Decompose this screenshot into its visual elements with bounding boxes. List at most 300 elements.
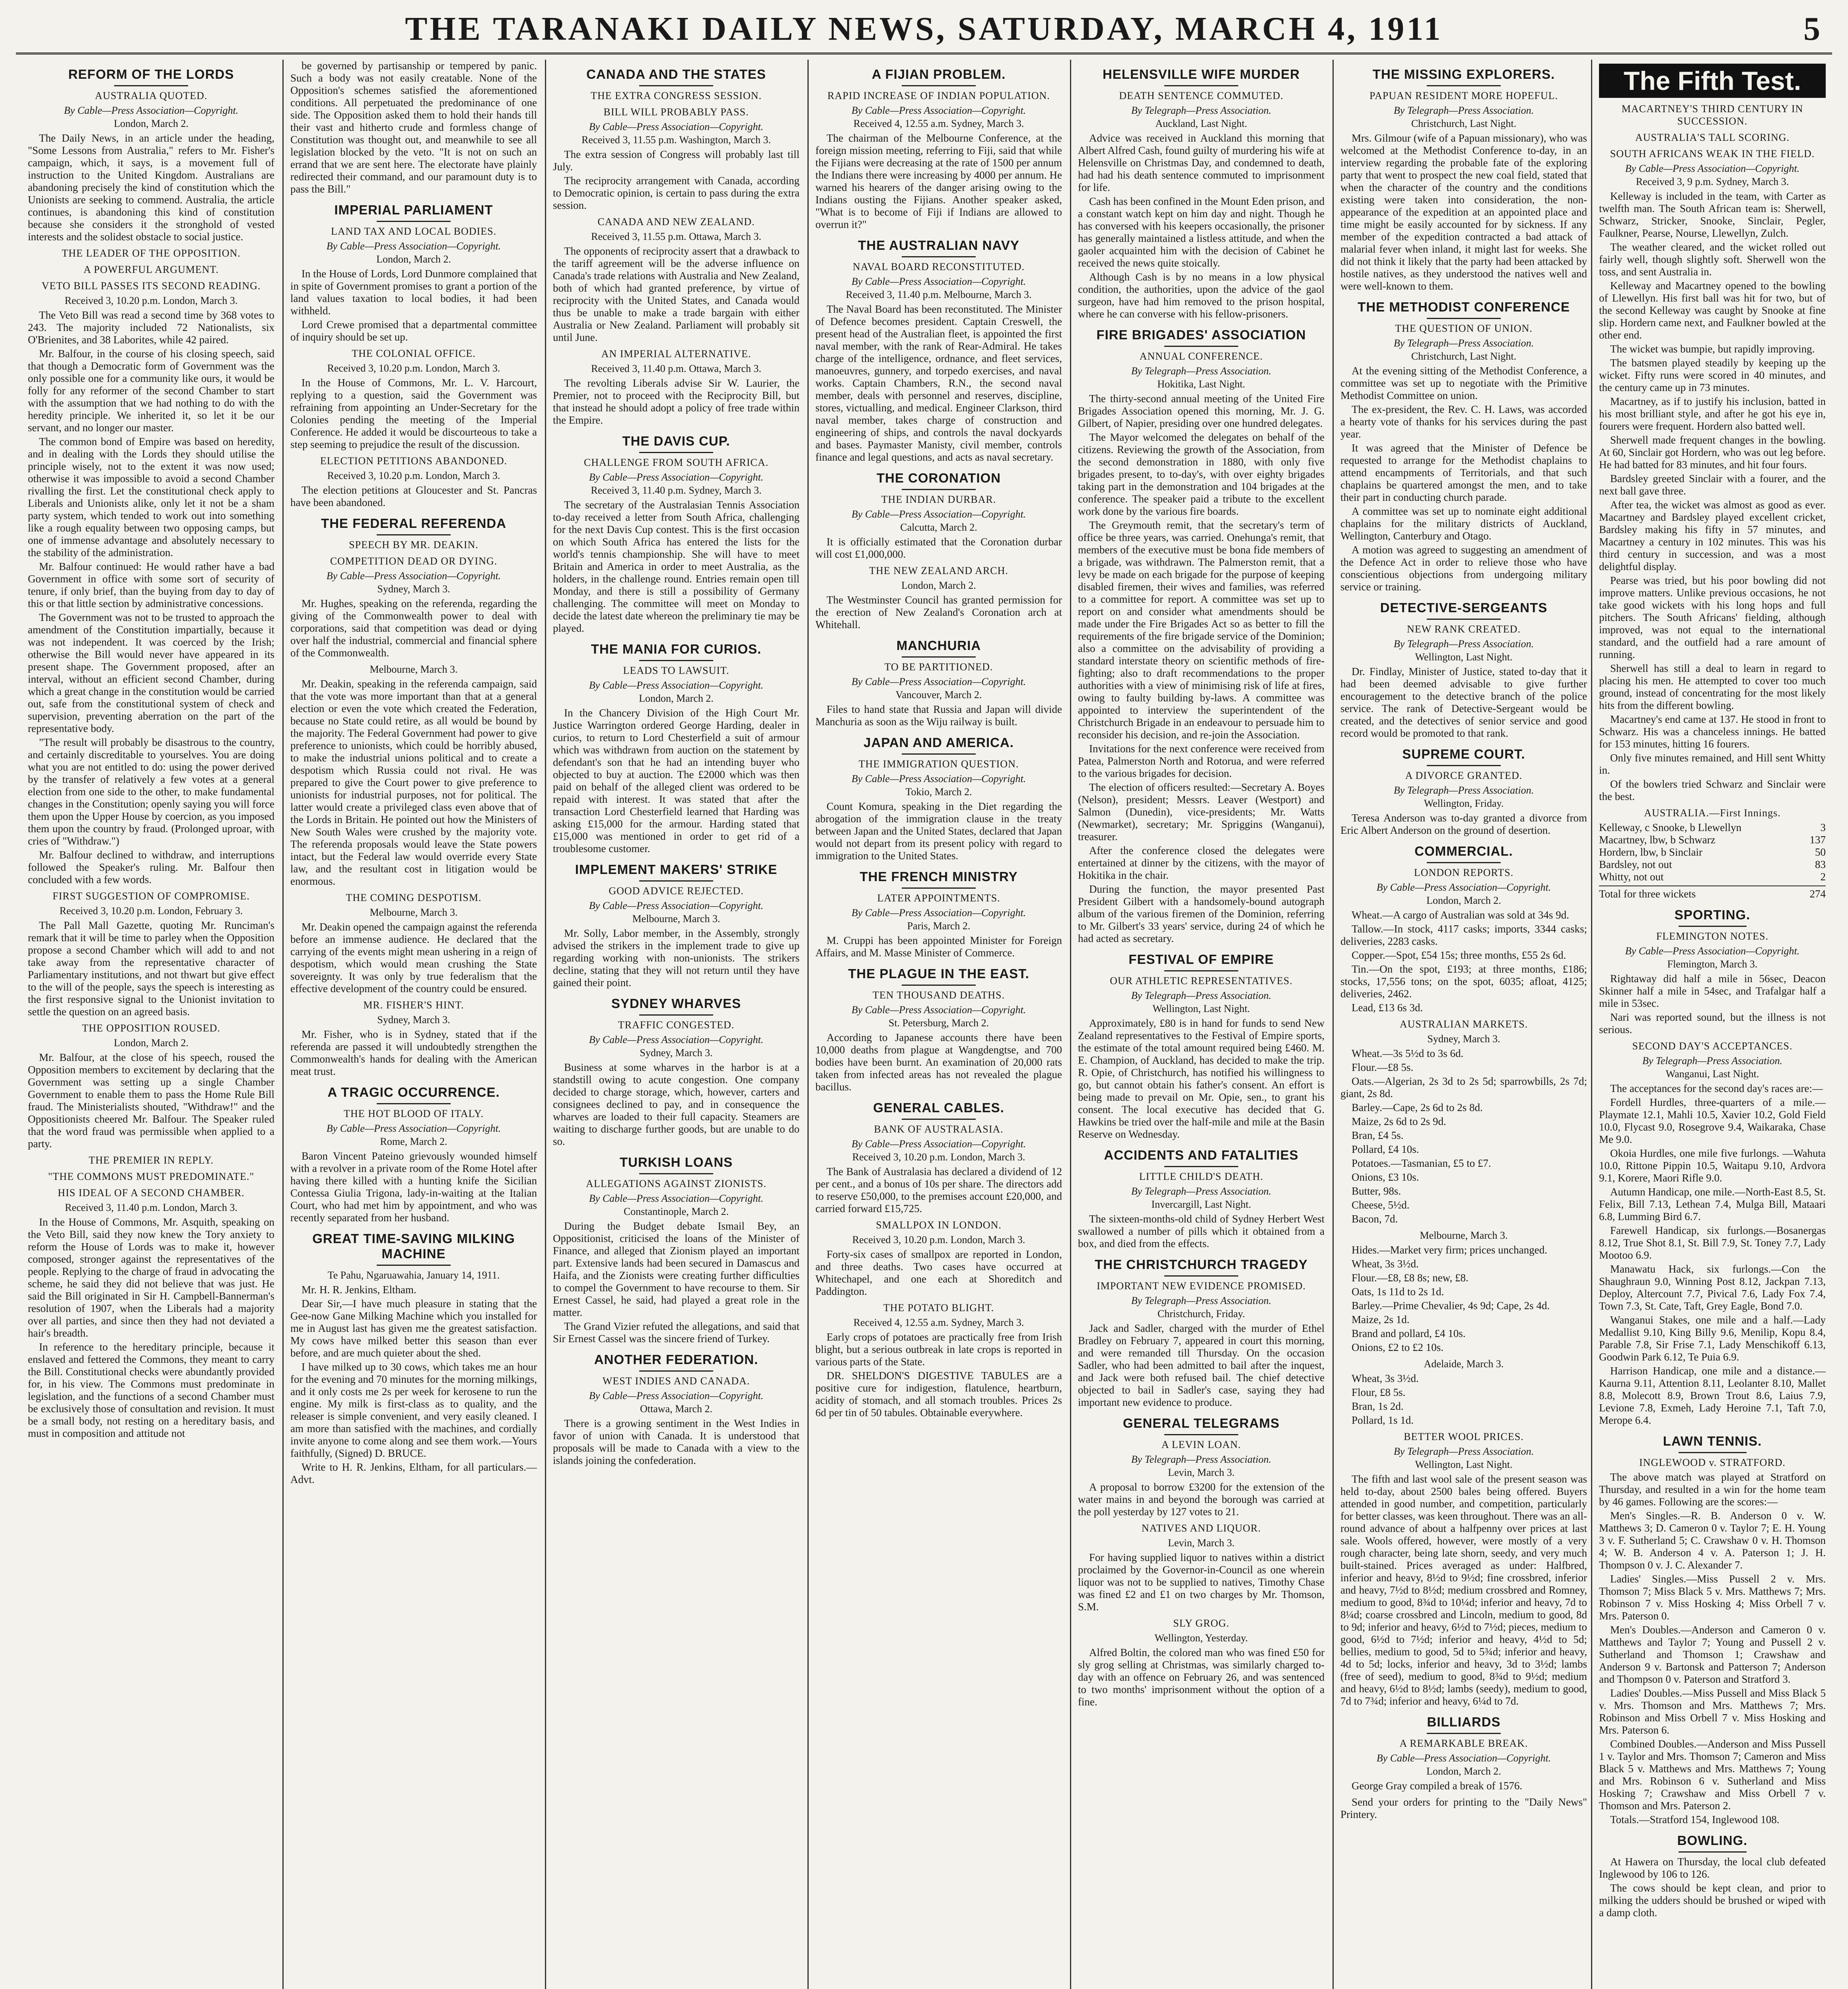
article-dateline: Sydney, March 3. (377, 1014, 450, 1026)
article-paragraph: According to Japanese accounts there have been 10,000 deaths from plague at Wangdengtse, and 700 bodies have been burnt. An examination of 20,000 rats taken from infected areas has not revealed the plague bacillus. (815, 1031, 1062, 1093)
article-paragraph: Fordell Hurdles, three-quarters of a mile.—Playmate 12.1, Mahli 10.5, Xavier 10.2, Gold Field 10.0, Flycast 9.0, Rosegrove 9.4, Waikaraka, Chase Me 9.0. (1599, 1096, 1826, 1145)
article-paragraph: The revolting Liberals advise Sir W. Laurier, the Premier, not to proceed with the Reciprocity Bill, but that instead he should adopt a policy of free trade within the Empire. (553, 377, 800, 426)
article-headline: THE DAVIS CUP. (622, 434, 730, 448)
article (1599, 64, 1826, 127)
article-subheading: HIS IDEAL OF A SECOND CHAMBER. (58, 1187, 245, 1199)
headline-rule (1427, 318, 1501, 319)
article-subheading: VETO BILL PASSES ITS SECOND READING. (41, 280, 261, 292)
article-dateline: Received 3, 11.40 p.m. Ottawa, March 3. (591, 363, 761, 374)
article-dateline: Melbourne, March 3. (632, 913, 720, 924)
article (290, 1231, 537, 1486)
article-byline: By Cable—Press Association—Copyright. (326, 570, 501, 582)
article-dateline: Adelaide, March 3. (1424, 1358, 1504, 1370)
article (1599, 907, 1826, 1036)
article-paragraph: Mr. Balfour, at the close of his speech, roused the Opposition members to excitement by declaring that the Government was setting up a single Chamber Government to enable them to pass the Home Rule Bill fraud. The Ministerialists shouted, "Withdraw!" and the Oppositionists cheered Mr. Balfour. The Speaker ruled that the word fraud was permissible when applied to a party. (28, 1051, 274, 1150)
cricket-scorecard (1599, 821, 1826, 900)
article (1078, 1416, 1325, 1518)
article-paragraph: Files to hand state that Russia and Japan will divide Manchuria as soon as the Wiju railway is built. (815, 703, 1062, 728)
article-dateline: Hokitika, Last Night. (1157, 378, 1245, 390)
article-headline: SYDNEY WHARVES (611, 996, 741, 1011)
article-paragraph: Wheat.—3s 5½d to 3s 6d. (1352, 1047, 1464, 1059)
article-paragraph: Business at some wharves in the harbor is at a standstill owing to acute congestion. One company decided to charge storage, which, however, carters and consignees declined to pay, and in consequence the wharves are loaded to their full capacity. Steamers are waiting to discharge further goods, but are unable to do so. (553, 1061, 800, 1147)
article-paragraph: Combined Doubles.—Anderson and Miss Pussell 1 v. Taylor and Mrs. Thomson 7; Cameron and Miss Black 5 v. Matthews and Mrs. Matthews 7; Young and Mrs. Robinson 6 v. Sutherland and Miss Hosking 7; Crawshaw and Miss Orbell 7 v. Thomson and Mrs. Paterson 2. (1599, 1738, 1826, 1812)
headline-rule (1679, 1452, 1747, 1453)
article (1078, 952, 1325, 1140)
headline-rule (639, 1014, 713, 1016)
article-subheading: SPEECH BY MR. DEAKIN. (349, 539, 479, 551)
column-rule (282, 60, 284, 1989)
article (290, 516, 537, 551)
batsman-name: Bardsley, not out (1599, 858, 1672, 870)
article-byline: By Cable—Press Association—Copyright. (851, 1138, 1026, 1150)
column-1 (28, 60, 274, 1989)
article-headline: THE MANIA FOR CURIOS. (591, 642, 762, 656)
batsman-name: Kelleway, c Snooke, b Llewellyn (1599, 821, 1742, 833)
article-byline: By Telegraph—Press Association. (1393, 105, 1534, 116)
article (1340, 600, 1587, 740)
article-paragraph: Dear Sir,—I have much pleasure in stating that the Gee-now Gane Milking Machine which you installed for me in August last has given me the greatest satisfaction. My cows have milked better this season than ever before, and are much quieter about the shed. (290, 1298, 537, 1359)
article-paragraph: Mrs. Gilmour (wife of a Papuan missionary), who was welcomed at the Methodist Conference to-day, in an interview regarding the probable fate of the exploring party that went to prospect the new coal field, stated that when the character of the country and the conditions existing were taken into consideration, the non-appearance of the expedition at an appointed place and time might be easily accounted for by sickness. If any member of the expedition contracted a bad attack of malarial fever when inland, it might last for weeks. She did not think it likely that the party had been attacked by hostile natives, as they understood the natives well and were well-known to them. (1340, 132, 1587, 292)
article (553, 67, 800, 102)
article-headline: LAWN TENNIS. (1663, 1434, 1762, 1448)
scorecard-row (1599, 821, 1826, 834)
article-subheading: DEATH SENTENCE COMMUTED. (1119, 90, 1284, 101)
article-paragraph: Pearse was tried, but his poor bowling did not improve matters. Unlike previous occasions, he not take good wickets with his long hops and full pitchers. The South Africans' fielding, although improved, was not equal to the international standard, and the outfield had a rare amount of running. (1599, 574, 1826, 660)
headline-rule (639, 1173, 713, 1174)
article-byline: By Cable—Press Association—Copyright. (589, 1193, 764, 1204)
article-dateline: London, March 2. (901, 580, 976, 591)
article-paragraph: Mr. Deakin, speaking in the referenda campaign, said that the vote was more important than that at a general election or even the vote which created the Federation, because no State could retire, as all would be bound by the majority. The Federal Government had power to give preference to unionists, which could be horribly abused, to make the industrial unions political and to create a despotism which Russia could not rival. He was prepared to give the Court power to give preference to unionists for industrial purposes, not for political. The latter would create a privileged class even above that of the Lords in Britain. He pointed out how the Ministers of New South Wales were crushed by the majority vote. The referenda proposals would leave the State powers intact, but the Federal law would override every State law, and the resultant cost in litigation would be enormous. (290, 678, 537, 887)
article (1340, 844, 1587, 1014)
article-byline: By Cable—Press Association—Copyright. (589, 121, 764, 132)
article-headline: GREAT TIME-SAVING MILKING MACHINE (312, 1231, 515, 1261)
article-paragraph: Oats.—Algerian, 2s 3d to 2s 5d; sparrowbills, 2s 7d; giant, 2s 8d. (1340, 1075, 1587, 1100)
article (1340, 1229, 1587, 1354)
article-dateline: Received 3, 10.20 p.m. London, March 3. (327, 362, 500, 374)
article-paragraph: George Gray compiled a break of 1576. (1352, 1780, 1523, 1792)
article-dateline: Vancouver, March 2. (895, 689, 982, 701)
article-paragraph: Totals.—Stratford 154, Inglewood 108. (1610, 1814, 1780, 1826)
page-number: 5 (1803, 10, 1820, 47)
article-byline: By Cable—Press Association—Copyright. (589, 1034, 764, 1045)
article-paragraph: Okoia Hurdles, one mile five furlongs. —Wahuta 10.0, Rittone Pippin 10.5, Waitapu 9.10, Ardvora 9.1, Korere, Maori Rifle 9.0. (1599, 1147, 1826, 1184)
article (1078, 1522, 1325, 1613)
article-byline: By Cable—Press Association—Copyright. (851, 1004, 1026, 1016)
article-dateline: Received 3, 11.40 p.m. London, March 3. (65, 1202, 237, 1213)
article-subheading: SLY GROG. (1173, 1617, 1229, 1629)
article-paragraph: Maize, 2s 1d. (1352, 1314, 1410, 1325)
headline-rule (1679, 1851, 1747, 1853)
article-dateline: Received 3, 10.20 p.m. London, March 3. (327, 470, 500, 481)
article-paragraph: Dr. Findlay, Minister of Justice, stated to-day that it had been deemed advisable to give further encouragement to the detective branch of the police service. The rank of Detective-Sergeant would be created, and the detectives of senior service and good record would be promoted to that rank. (1340, 666, 1587, 739)
headline-rule (1164, 85, 1238, 86)
article-dateline: Christchurch, Friday. (1157, 1308, 1245, 1320)
article-paragraph: Mr. Deakin opened the campaign against the referenda before an immense audience. He declared that the carrying of the events might mean ushering in a reign of despotism, which would mean crushing the State sovereignty. It was only by true federalism that the effective development of the country could be ensured. (290, 921, 537, 994)
article (553, 216, 800, 344)
article-headline: THE FRENCH MINISTRY (860, 869, 1018, 884)
article-dateline: Received 3, 9 p.m. Sydney, March 3. (1636, 176, 1789, 187)
article-paragraph: Cash has been confined in the Mount Eden prison, and a constant watch kept on him day and night. Though he has conversed with his keepers occasionally, the prisoner has generally maintained a listless attitude, and when the gaoler acquainted him with the decision of Cabinet he received the news quite stoically. (1078, 195, 1325, 269)
article-headline: THE AUSTRALIAN NAVY (858, 238, 1019, 253)
article-headline: FIRE BRIGADES' ASSOCIATION (1096, 327, 1306, 342)
article-byline: By Cable—Press Association—Copyright. (326, 240, 501, 252)
article-paragraph: A proposal to borrow £3200 for the extension of the water mains in and beyond the borough was carried at the poll yesterday by 127 votes to 21. (1078, 1481, 1325, 1518)
article-paragraph: Early crops of potatoes are practically free from Irish blight, but a serious outbreak in late crops is reported in various parts of the State. (815, 1331, 1062, 1368)
article-byline: By Telegraph—Press Association. (1393, 1446, 1534, 1457)
article-paragraph: The Veto Bill was read a second time by 368 votes to 243. The majority included 72 Nationalists, six O'Brienites, and 38 Laborites, while 42 paired. (28, 309, 274, 346)
article (28, 1154, 274, 1166)
article-byline: By Cable—Press Association—Copyright. (851, 773, 1026, 784)
article-paragraph: Barley.—Cape, 2s 6d to 2s 8d. (1352, 1102, 1483, 1113)
article-subheading: COMPETITION DEAD OR DYING. (330, 555, 498, 567)
column-3 (553, 60, 800, 1989)
article-paragraph: The fifth and last wool sale of the present season was held to-day, about 2500 bales being offered. Buyers attended in good number, and competition, particularly for better classes, was keen throughout. There was an all-round advance of about a halfpenny over prices at last sale. Wools offered, however, were mostly of a very rough character, being late shorn, seedy, and very much built-stained. Prices averaged as under: Halfbred, inferior and heavy, 8½d to 9½d; fine crossbred, inferior and heavy, 7½d to 8½d; medium crossbred and Romney, medium to good, 8¾d to 10¼d; inferior and heavy, 7d to 8¼d; coarse crossbred and Lincoln, medium to good, 8d to 9d; inferior and heavy, 6½d to 7½d; pieces, medium to good, 6½d to 7½d; inferior and heavy, 4½d to 5d; bellies, medium to good, 5d to 5¾d; inferior and heavy, 4d to 5d; locks, inferior and heavy, 3d to 3½d; lambs (free of seed), medium to good, 8¾d to 9½d; medium and heavy, 6½d to 8½d; lambs (seedy), medium to good, 7d to 7¾d; inferior and heavy, 6¼d to 7d. (1340, 1473, 1587, 1707)
article-subheading: "THE COMMONS MUST PREDOMINATE." (48, 1171, 255, 1182)
article-paragraph: Mr. Balfour declined to withdraw, and interruptions followed the Speaker's ruling. Mr. Balfour then concluded with a few words. (28, 849, 274, 886)
article (815, 735, 1062, 862)
article (290, 202, 537, 343)
article-subheading: A REMARKABLE BREAK. (1399, 1738, 1528, 1749)
article-dateline: Received 4, 12.55 a.m. Sydney, March 3. (853, 1317, 1024, 1328)
article-paragraph: Mr. Solly, Labor member, in the Assembly, strongly advised the strikers in the implement trade to give up regarding working with non-unionists. The strikers decline, stating that they will not return until they have gained their point. (553, 927, 800, 989)
article-subheading: THE COMING DESPOTISM. (346, 892, 482, 903)
article-paragraph: Kelleway and Macartney opened to the bowling of Llewellyn. His first ball was hit for two, but of the second Kelleway was caught by Snooke at fine slip. Hordern came next, and Faulkner bowled at the other end. (1599, 280, 1826, 341)
article-dateline: Received 3, 10.20 p.m. London, March 3. (852, 1151, 1025, 1163)
article-byline: By Cable—Press Association—Copyright. (589, 679, 764, 691)
article-subheading: TEN THOUSAND DEATHS. (872, 989, 1005, 1001)
article-dateline: Received 3, 10.20 p.m. London, February 3. (59, 905, 243, 917)
article-paragraph: Rightaway did half a mile in 56sec, Deacon Skinner half a mile in 54sec, and Trafalgar half a mile in 53sec. (1599, 973, 1826, 1009)
article-subheading: THE POTATO BLIGHT. (883, 1302, 994, 1314)
article-byline: By Cable—Press Association—Copyright. (1376, 882, 1551, 893)
article-dateline: Auckland, Last Night. (1155, 118, 1247, 129)
article-paragraph: Teresa Anderson was to-day granted a divorce from Eric Albert Anderson on the ground of desertion. (1340, 812, 1587, 836)
article-paragraph: Mr. Hughes, speaking on the referenda, regarding the giving of the Commonwealth power to deal with corporations, said that competition was dead or dying over half the industrial, commercial and financial sphere of the Commonwealth. (290, 597, 537, 659)
article-paragraph: Only five minutes remained, and Hill sent Whitty in. (1599, 752, 1826, 776)
article-subheading: LATER APPOINTMENTS. (877, 892, 1000, 904)
article-paragraph: Nari was reported sound, but the illness is not serious. (1599, 1011, 1826, 1035)
article-paragraph: Maize, 2s 6d to 2s 9d. (1352, 1115, 1446, 1127)
headline-rule (902, 1119, 976, 1120)
article-headline: DETECTIVE-SERGEANTS (1380, 600, 1548, 615)
article-byline: By Telegraph—Press Association. (1393, 638, 1534, 650)
article-byline: By Telegraph—Press Association. (1131, 105, 1272, 116)
scorecard-row (1599, 834, 1826, 846)
article (28, 1187, 274, 1440)
article-paragraph: Lead, £13 6s 3d. (1352, 1002, 1423, 1014)
headline-rule (902, 489, 976, 490)
article (1340, 1796, 1587, 1821)
article-paragraph: The Daily News, in an article under the heading, "Some Lessons from Australia," refers to Mr. Fisher's campaign, which, it says, is a movement full of instruction to the United Kingdom. Australians are abandoning precisely the kind of constitution which the Unionists are seeking to commend. Australia, the article continues, is abandoning this kind of constitution because she considers it the stronghold of vested interests and the solidest obstacle to social justice. (28, 132, 274, 243)
article (815, 1219, 1062, 1298)
article-dateline: Te Pahu, Ngaruawahia, January 14, 1911. (327, 1269, 500, 1281)
article-headline: JAPAN AND AMERICA. (864, 735, 1014, 750)
headline-rule (1164, 1275, 1238, 1277)
article-subheading: LONDON REPORTS. (1414, 867, 1514, 878)
article-dateline: Melbourne, March 3. (370, 664, 458, 675)
article-paragraph: The Bank of Australasia has declared a dividend of 12 per cent., and a bonus of 10s per share. The directors add to reserve £50,000, to the premises account £20,000, and carried forward £15,725. (815, 1166, 1062, 1214)
article (815, 869, 1062, 959)
article-subheading: THE NEW ZEALAND ARCH. (869, 565, 1008, 576)
article-paragraph: Bacon, 7d. (1352, 1213, 1398, 1225)
article-paragraph: There is a growing sentiment in the West Indies in favor of union with Canada. It is understood that proposals will be made to Canada with a view to the islands joining the confederation. (553, 1417, 800, 1466)
article-dateline: London, March 2. (114, 118, 189, 129)
article-dateline: Christchurch, Last Night. (1411, 350, 1517, 362)
article-dateline: Wellington, Yesterday. (1154, 1632, 1248, 1644)
article-paragraph: During the function, the mayor presented Past President Gilbert with a handsomely-bound autograph album of the various firemen of the Dominion, referring to Mr. Gilbert's 33 years' service, during 24 of which he had acted as secretary. (1078, 883, 1325, 944)
article-subheading: LAND TAX AND LOCAL BODIES. (331, 226, 497, 237)
article-paragraph: The cows should be kept clean, and prior to milking the udders should be brushed or wiped with a damp cloth. (1599, 1882, 1826, 1919)
article (28, 263, 274, 276)
article-dateline: London, March 2. (1426, 1765, 1501, 1777)
article-subheading: BETTER WOOL PRICES. (1404, 1431, 1524, 1442)
article (290, 1085, 537, 1224)
article-headline: THE FEDERAL REFERENDA (321, 516, 506, 531)
article-paragraph: Flour, £8 5s. (1352, 1386, 1406, 1398)
headline-rule (639, 880, 713, 882)
article-paragraph: Men's Doubles.—Anderson and Cameron 0 v. Matthews and Taylor 7; Young and Pussell 2 v. Sutherland and Thomson 1; Crawshaw and Anderson 9 v. Bartonsk and Patterson 7; Anderson and Thompson 0 v. Paterson and Stratford 3. (1599, 1624, 1826, 1685)
article-subheading: AUSTRALIA.—First Innings. (1644, 807, 1781, 819)
article-headline: ANOTHER FEDERATION. (594, 1352, 759, 1367)
headline-rule (902, 985, 976, 986)
article-subheading: ALLEGATIONS AGAINST ZIONISTS. (586, 1178, 766, 1189)
total-value: 274 (1809, 888, 1826, 900)
article-byline: By Cable—Press Association—Copyright. (326, 1123, 501, 1134)
article-headline: BOWLING. (1677, 1833, 1748, 1848)
article-subheading: NEW RANK CREATED. (1407, 623, 1521, 635)
article (1599, 1434, 1826, 1826)
article-paragraph: Baron Vincent Pateino grievously wounded himself with a revolver in a private room of the Rome Hotel after having there killed with a hunting knife the Sicilian Contessa Giulia Trigona, lady-in-waiting at the Italian Court, who had met him by appointment, and who was recently separated from her husband. (290, 1150, 537, 1224)
article (553, 1155, 800, 1345)
article-dateline: London, March 2. (639, 693, 714, 704)
article-subheading: OUR ATHLETIC REPRESENTATIVES. (1110, 975, 1293, 987)
article-dateline: Received 3, 11.40 p.m. Sydney, March 3. (591, 485, 762, 496)
batsman-runs: 83 (1815, 858, 1826, 870)
article-dateline: Wellington, Last Night. (1415, 1459, 1513, 1470)
article-paragraph: The Greymouth remit, that the secretary's term of office be three years, was carried. Onehunga's remit, that members of the executive must be bona fide members of a brigade, was withdrawn. The Palmerston remit, that a levy be made on each brigade for the purpose of keeping disabled firemen, their wives and families, was referred to a committee for report. A committee was set up to report on and consider what amendments should be made under the Fire Brigades Act so as better to fill the requirements of the fire brigade service of the Dominion; also a committee on the advisability of providing a standard interstate theory on scientific methods of fire-fighting; also to draft recommendations to the proper authorities with a view of minimising risk of life at fires, owing to faulty building by-laws. A committee was appointed to interview the superintendent of the Christchurch Brigade in an endeavour to persuade him to reconsider his decision, and re-join the Association. (1078, 519, 1325, 741)
article-paragraph: A committee was set up to nominate eight additional chaplains for the military districts of Auckland, Wellington, Canterbury and Otago. (1340, 505, 1587, 542)
article-byline: By Telegraph—Press Association. (1131, 1454, 1272, 1465)
article-paragraph: Forty-six cases of smallpox are reported in London, and three deaths. Two cases have occurred at Whitechapel, and one each at Shoreditch and Paddington. (815, 1248, 1062, 1297)
article-dateline: Invercargill, Last Night. (1151, 1199, 1251, 1210)
article-headline: HELENSVILLE WIFE MURDER (1102, 67, 1300, 82)
article-headline: ACCIDENTS AND FATALITIES (1104, 1148, 1299, 1162)
article-headline: REFORM OF THE LORDS (68, 67, 234, 82)
article (1599, 1040, 1826, 1427)
article-subheading: AUSTRALIAN MARKETS. (1399, 1018, 1528, 1030)
article-dateline: Received 3, 10.20 p.m. London, March 3. (64, 295, 238, 306)
article-subheading: WEST INDIES AND CANADA. (602, 1375, 750, 1387)
article-byline: By Cable—Press Association—Copyright. (589, 1390, 764, 1401)
article-subheading: ANNUAL CONFERENCE. (1139, 350, 1263, 362)
article-paragraph: Harrison Handicap, one mile and a distance.—Kaurna 9.11, Attention 8.11, Leolanter 8.10, Mallet 8.8, Molecott 8.9, Brown Trout 8.6, Laius 7.9, Levione 7.8, Exmeh, Lady Heroine 7.1, Taft 7.0, Merope 6.4. (1599, 1365, 1826, 1426)
article-dateline: Rome, March 2. (380, 1136, 447, 1147)
article-dateline: London, March 2. (376, 253, 451, 265)
article-paragraph: The batsmen played steadily by keeping up the wicket. Fifty runs were scored in 40 minutes, and the century came up in 73 minutes. (1599, 357, 1826, 393)
article-dateline: Calcutta, March 2. (900, 522, 977, 533)
article-paragraph: The wicket was bumpie, but rapidly improving. (1610, 343, 1815, 355)
article-paragraph: The Pall Mall Gazette, quoting Mr. Runciman's remark that it will be time to parley when the Opposition propose a second Chamber which will add to and not take away from the representative character of Parliamentary institutions, and not thwart but give effect to the will of the people, says the speech is interesting as the first responsive signal to the Unionist invitation to settle the question on an agreed basis. (28, 919, 274, 1018)
article-paragraph: Invitations for the next conference were received from Patea, Palmerston North and Rotorua, and were referred to the various brigades for decision. (1078, 743, 1325, 779)
article-subheading: INGLEWOOD v. STRATFORD. (1639, 1457, 1786, 1468)
article (553, 106, 800, 212)
article-paragraph: Mr. Fisher, who is in Sydney, stated that if the referenda are passed it will undoubtedly strengthen the Commonwealth's hands for dealing with the American meat trust. (290, 1028, 537, 1077)
article-paragraph: Ladies' Singles.—Miss Pussell 2 v. Mrs. Thomson 7; Miss Black 5 v. Mrs. Matthews 7; Mrs. Robinson 7 v. Miss Hosking 4; Miss Orbell 7 v. Mrs. Paterson 0. (1599, 1573, 1826, 1622)
article-byline: By Cable—Press Association—Copyright. (851, 105, 1026, 116)
article-dateline: Wanganui, Last Night. (1665, 1068, 1759, 1080)
article-paragraph: The opponents of reciprocity assert that a drawback to the tariff agreement will be the adverse influence on Canada's trade relations with Australia and New Zealand, both of which had granted preference, by virtue of reciprocity with the United States, and Canada would thus be unable to make a trade bargain with either Australia or New Zealand. Parliament will probably sit until June. (553, 245, 800, 343)
article-paragraph: The reciprocity arrangement with Canada, according to Democratic opinion, is certain to pass during the extra session. (553, 175, 800, 211)
article-dateline: Sydney, March 3. (1427, 1033, 1500, 1045)
article-dateline: Sydney, March 3. (640, 1047, 713, 1059)
article-paragraph: The Government was not to be trusted to approach the amendment of the Constitution impartially, because it was not independent. It was coerced by the Irish; otherwise the Bill would never have appeared in its present shape. The Government proposed, after an interval, without an efficient second Chamber, during which a great change in the constitution would be carried out, safe from the constitutional system of check and supervision, preventing aberration on the part of the representative body. (28, 611, 274, 734)
batsman-name: Whitty, not out (1599, 871, 1664, 883)
article-dateline: Wellington, Friday. (1424, 798, 1504, 809)
article-paragraph: Mr. Balfour, in the course of his closing speech, said that though a Democratic form of Government was the only possible one for a community like ours, it would be folly for any reformer of the second Chamber to start with the assumption that we had nothing to do with the heredity principle. We inherited it, so let it be our servant, and no longer our master. (28, 348, 274, 434)
article-byline: By Telegraph—Press Association. (1131, 990, 1272, 1001)
article-byline: By Cable—Press Association—Copyright. (851, 276, 1026, 287)
headline-rule (902, 256, 976, 257)
scorecard-total (1599, 886, 1826, 900)
article-headline: A TRAGIC OCCURRENCE. (327, 1085, 500, 1100)
article-paragraph: Send your orders for printing to the "Daily News" Printery. (1340, 1796, 1587, 1820)
article (553, 1352, 800, 1467)
article (815, 1302, 1062, 1419)
article (290, 555, 537, 659)
article-subheading: A POWERFUL ARGUMENT. (84, 264, 219, 275)
headline-rule (1164, 1166, 1238, 1167)
article-dateline: Levin, March 3. (1168, 1467, 1235, 1478)
article-paragraph: After tea, the wicket was almost as good as ever. Macartney and Bardsley played excellent cricket, Bardsley making his fifty in 57 minutes, and Macartney a century in 102 minutes. This was his third century in succession, and was a most delightful display. (1599, 499, 1826, 572)
article-paragraph: The ex-president, the Rev. C. H. Laws, was accorded a hearty vote of thanks for his services during the past year. (1340, 403, 1587, 440)
article-paragraph: Flour.—£8 5s. (1352, 1061, 1414, 1073)
article-paragraph: It is officially estimated that the Coronation durbar will cost £1,000,000. (815, 536, 1062, 560)
article (290, 891, 537, 995)
article-paragraph: A motion was agreed to suggesting an amendment of the Defence Act in order to relieve those who have conscientious objections from undergoing military service or training. (1340, 544, 1587, 593)
article-subheading: THE EXTRA CONGRESS SESSION. (590, 90, 762, 101)
article-paragraph: The acceptances for the second day's races are:— (1610, 1082, 1823, 1094)
article-headline: FESTIVAL OF EMPIRE (1128, 952, 1274, 967)
article (1340, 1715, 1587, 1792)
headline-rule (377, 1103, 451, 1104)
article (1599, 131, 1826, 144)
article-subheading: TO BE PARTITIONED. (884, 661, 993, 673)
article-paragraph: DR. SHELDON'S DIGESTIVE TABULES are a positive cure for indigestion, flatulence, heartburn, acidity of stomach, and all stomach troubles. Prices 2s 6d per tin of 50 tabules. Obtainable everywhere. (815, 1370, 1062, 1419)
article-paragraph: Count Komura, speaking in the Diet regarding the abrogation of the immigration clause in the treaty between Japan and the United States, declared that Japan would not depart from its present policy with regard to immigration to the United States. (815, 800, 1062, 862)
article-headline: THE PLAGUE IN THE EAST. (848, 966, 1029, 981)
batsman-runs: 2 (1820, 871, 1826, 883)
headline-rule (639, 1370, 713, 1372)
article-paragraph: Wheat.—A cargo of Australian was sold at 34s 9d. (1352, 909, 1569, 921)
article (815, 638, 1062, 728)
headline-rule (902, 656, 976, 658)
article (28, 1170, 274, 1183)
column-7 (1599, 60, 1826, 1989)
article-byline: By Cable—Press Association—Copyright. (64, 105, 239, 116)
article-paragraph: Mr. H. R. Jenkins, Eltham. (302, 1284, 416, 1296)
article-subheading: THE OPPOSITION ROUSED. (82, 1022, 220, 1034)
article-subheading: AUSTRALIA QUOTED. (95, 90, 208, 101)
article-paragraph: Hides.—Market very firm; prices unchanged. (1352, 1244, 1547, 1256)
article-headline: SPORTING. (1674, 907, 1751, 922)
article-paragraph: In the House of Lords, Lord Dunmore complained that in spite of Government promises to grant a portion of the land values taxation to local bodies, it had been withheld. (290, 268, 537, 317)
article (553, 996, 800, 1148)
article-paragraph: "The result will probably be disastrous to the country, and certainly discreditable to yourselves. You are doing what you are not entitled to do: using the power derived by the transfer of relatively a few votes at a general election from one side to the other, to make fundamental changes in the Constitution; openly saying you will force them upon the Upper House by coercion, as you imposed them upon the country by fraud. (Prolonged uproar, with cries of "Withdraw.") (28, 736, 274, 847)
article-paragraph: Lord Crewe promised that a departmental committee of inquiry should be set up. (290, 319, 537, 343)
headline-rule (1427, 765, 1501, 766)
article-paragraph: Tallow.—In stock, 4117 casks; imports, 3344 casks; deliveries, 2283 casks. (1340, 923, 1587, 947)
article (815, 966, 1062, 1093)
scorecard-row (1599, 858, 1826, 871)
headline-rule (377, 534, 451, 535)
article-paragraph: In the Chancery Division of the High Court Mr. Justice Warrington ordered George Harding, dealer in curios, to return to Lord Chesterfield a suit of armour which was withdrawn from auction on the statement by defendant's son that he had an intending buyer who objected to buy at auction. The £2000 which was then paid on behalf of the alleged client was ordered to be repaid with interest. It was stated that after the transaction Lord Chesterfield learned that Harding was asking £15,000 for the armour. Harding stated that £15,000 was mentioned in order to get rid of a troublesome customer. (553, 707, 800, 854)
article (1340, 67, 1587, 292)
article-paragraph: The weather cleared, and the wicket rolled out fairly well, though slightly soft. Sherwell won the toss, and sent Australia in. (1599, 241, 1826, 278)
article-dateline: St. Petersburg, March 2. (888, 1017, 989, 1029)
column-rule (1591, 60, 1592, 1989)
article-paragraph: Cheese, 5½d. (1352, 1199, 1410, 1211)
article (815, 564, 1062, 631)
headline-rule (1427, 1733, 1501, 1734)
article-subheading: SECOND DAY'S ACCEPTANCES. (1632, 1040, 1793, 1052)
article (1078, 327, 1325, 945)
masthead-rule (16, 53, 1832, 57)
article-paragraph: In the House of Commons, Mr. L. V. Harcourt, replying to a question, said the Government was refraining from appointing an Under-Secretary for the Colonies pending the meeting of the Imperial Conference. He added it would be discourteous to take a step seeming to prejudice the result of the discussion. (290, 377, 537, 450)
article-paragraph: Sherwell has still a deal to learn in regard to placing his men. He attempted to cover too much ground, instead of concentrating for the most likely hits from the different bowling. (1599, 662, 1826, 711)
article-paragraph: The extra session of Congress will probably last till July. (553, 148, 800, 173)
article (553, 434, 800, 634)
article-dateline: Sydney, March 3. (377, 583, 450, 595)
headline-rule (639, 85, 713, 86)
article-paragraph: Of the bowlers tried Schwarz and Sinclair were the best. (1599, 778, 1826, 802)
article-subheading: A DIVORCE GRANTED. (1405, 770, 1523, 781)
scorecard-row (1599, 846, 1826, 858)
article-subheading: NATIVES AND LIQUOR. (1142, 1522, 1261, 1534)
article (28, 67, 274, 243)
article (28, 280, 274, 886)
article-paragraph: The election of officers resulted:—Secretary A. Boyes (Nelson), president; Messrs. Leaver (Westport) and Salmon (Dunedin), vice-presidents; Mr. Watts (Newmarket), secretary; Mr. Spriggins (Wanganui), treasurer. (1078, 781, 1325, 843)
article-dateline: Melbourne, March 3. (1420, 1230, 1508, 1241)
article-dateline: Paris, March 2. (907, 920, 971, 932)
headline-rule (114, 85, 188, 86)
headline-rule (377, 1265, 451, 1266)
article-paragraph: Ladies' Doubles.—Miss Pussell and Miss Black 5 v. Mrs. Thomson and Mrs. Matthews 7; Mrs. Robinson and Miss Orbell 7 v. Miss Hosking and Mrs. Paterson 6. (1599, 1687, 1826, 1736)
headline-rule (1164, 346, 1238, 347)
article-paragraph: Bardsley greeted Sinclair with a fourer, and the next ball gave three. (1599, 473, 1826, 497)
article (290, 60, 537, 195)
masthead (16, 8, 1832, 48)
article (290, 347, 537, 451)
article-paragraph: The common bond of Empire was based on heredity, and in dealing with the Lords they should utilise the principle wisely, not to the extent it was now used; otherwise it was impossible to avoid a second Chamber rivalling the first. Let the constitutional check apply to Liberals and Unionists alike, only let it not be a sham party system, which tended to work out into something like a rough equality between two opposing camps, but one of immense advantage and absolutely necessary to the stability of the administration. (28, 436, 274, 559)
article-dateline: Wellington, Last Night. (1415, 651, 1513, 663)
article-paragraph: Write to H. R. Jenkins, Eltham, for all particulars.—Advt. (290, 1461, 537, 1485)
article-paragraph: The secretary of the Australasian Tennis Association to-day received a letter from South Africa, challenging for the next Davis Cup contest. This is the first occasion on which South Africa has entered the lists for the world's tennis championship. She will have to meet Britain and America in order to meet Australia, as the holders, in the challenge round. Entries remain open till Monday, and there is still a possibility of Germany challenging. The committee will meet on Monday to decide the latest date whereon the preliminary tie may be played. (553, 499, 800, 634)
article-paragraph: Barley.—Prime Chevalier, 4s 9d; Cape, 2s 4d. (1352, 1300, 1550, 1312)
article-subheading: LEADS TO LAWSUIT. (623, 665, 729, 676)
article-paragraph: The chairman of the Melbourne Conference, at the foreign mission meeting, referring to Fiji, said that while the Fijians were decreasing at the rate of 1500 per annum the Indians there were increasing by 4000 per annum. He warned his hearers of the danger arising owing to the Indians ousting the Fijians. Another speaker asked, "What is to become of Fiji if Indians are allowed to overrun it?" (815, 132, 1062, 230)
article-subheading: RAPID INCREASE OF INDIAN POPULATION. (827, 90, 1050, 101)
article-paragraph: During the Budget debate Ismail Bey, an Oppositionist, criticised the loans of the Minister of Finance, and alleged that Zionism played an important part. Extensive lands had been secured in Damascus and Haifa, and the Zionists were creating further difficulties to compel the Government to have recourse to them. Sir Ernest Cassel, he said, had played a great role in the matter. (553, 1220, 800, 1318)
article (815, 238, 1062, 463)
article-paragraph: Men's Singles.—R. B. Anderson 0 v. W. Matthews 3; D. Cameron 0 v. Taylor 7; E. H. Young 3 v. F. Sutherland 5; C. Crawshaw 0 v. H. Thomson 4; W. B. Anderson 4 v. A. Paterson 1; J. H. Thompson 0 v. J. C. Alexander 7. (1599, 1510, 1826, 1571)
article-subheading: AUSTRALIA'S TALL SCORING. (1635, 132, 1790, 143)
article-paragraph: Butter, 98s. (1352, 1185, 1401, 1197)
article (1078, 1148, 1325, 1250)
article-subheading: A LEVIN LOAN. (1161, 1439, 1241, 1450)
article-paragraph: It was agreed that the Minister of Defence be requested to arrange for the Methodist chaplains to attend encampments of Territorials, and that such chaplains be quartered amongst the men, and to take their part in conducting church parade. (1340, 442, 1587, 503)
article-headline: THE CHRISTCHURCH TRAGEDY (1095, 1257, 1308, 1272)
article-subheading: MACARTNEY'S THIRD CENTURY IN SUCCESSION. (1621, 103, 1803, 127)
